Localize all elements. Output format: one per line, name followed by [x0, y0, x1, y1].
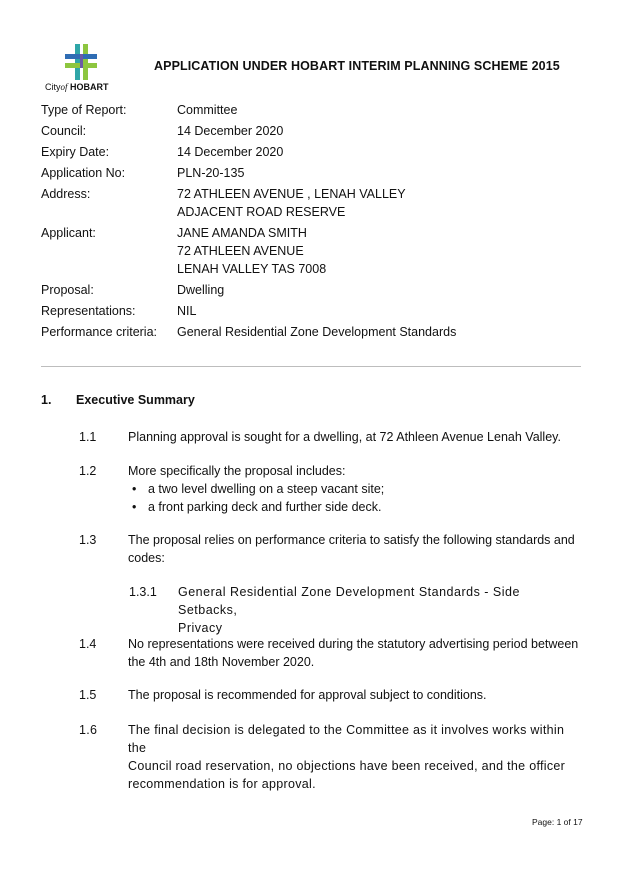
- meta-label: Proposal:: [41, 283, 94, 297]
- list-item: • a front parking deck and further side deck.: [128, 498, 581, 516]
- meta-row-applicant: [41, 224, 581, 278]
- meta-row-council: [41, 122, 581, 140]
- meta-label: Applicant:: [41, 226, 96, 240]
- section-divider: [41, 366, 581, 367]
- list-item: • a two level dwelling on a steep vacant site;: [128, 480, 581, 498]
- meta-row-expiry-date: [41, 143, 581, 161]
- meta-label: Type of Report:: [41, 103, 127, 117]
- meta-value: Dwelling: [177, 283, 225, 297]
- meta-value: General Residential Zone Development Standards: [177, 325, 457, 339]
- meta-label: Representations:: [41, 304, 136, 318]
- paragraph-1-3-1: 1.3.1 General Residential Zone Development Standards - Side Setbacks, Privacy: [129, 585, 520, 635]
- meta-row-representations: [41, 302, 581, 320]
- document-title: APPLICATION UNDER HOBART INTERIM PLANNING SCHEME 2015: [154, 59, 560, 73]
- meta-label: Application No:: [41, 166, 126, 180]
- paragraph-1-5: 1.5 The proposal is recommended for approval subject to conditions.: [79, 688, 487, 702]
- meta-value: JANE AMANDA SMITH 72 ATHLEEN AVENUE LENAH VALLEY TAS 7008: [177, 226, 327, 276]
- paragraph-1-2: 1.2 More specifically the proposal includes: • a two level dwelling on a steep vacant site; • a front parking deck and further side deck.: [41, 462, 581, 516]
- report-details: [41, 101, 581, 344]
- meta-value: 14 December 2020: [177, 145, 284, 159]
- hobart-logo-mark-icon: [63, 44, 99, 82]
- logo-wordmark: Cityof HOBART: [45, 82, 109, 92]
- paragraph-1-6: 1.6 The final decision is delegated to the Committee as it involves works within the Council road reservation, no objections have been received, and the officer recommendation is for approval.: [79, 723, 566, 791]
- meta-row-application-no: [41, 164, 581, 182]
- meta-value: 14 December 2020: [177, 124, 284, 138]
- meta-label: Address:: [41, 187, 91, 201]
- paragraph-1-1: 1.1 Planning approval is sought for a dwelling, at 72 Athleen Avenue Lenah Valley.: [79, 430, 561, 444]
- meta-label: Expiry Date:: [41, 145, 110, 159]
- meta-row-type-of-report: [41, 101, 581, 119]
- meta-label: Council:: [41, 124, 87, 138]
- meta-row-performance-criteria: [41, 323, 581, 341]
- meta-label: Performance criteria:: [41, 325, 158, 339]
- meta-row-proposal: [41, 281, 581, 299]
- city-of-hobart-logo: [44, 44, 124, 96]
- meta-value: Committee: [177, 103, 238, 117]
- meta-row-address: [41, 185, 581, 221]
- section-heading: 1. Executive Summary: [41, 393, 195, 407]
- paragraph-1-4: 1.4 No representations were received during the statutory advertising period between the 4th and 18th November 2020.: [79, 637, 579, 669]
- paragraph-1-3: 1.3 The proposal relies on performance criteria to satisfy the following standards and codes:: [79, 533, 575, 565]
- page-number: Page: 1 of 17: [532, 817, 583, 827]
- meta-value: PLN-20-135: [177, 166, 245, 180]
- meta-value: NIL: [177, 304, 197, 318]
- proposal-bullet-list: [128, 480, 581, 516]
- meta-value: 72 ATHLEEN AVENUE , LENAH VALLEY ADJACENT ROAD RESERVE: [177, 187, 406, 219]
